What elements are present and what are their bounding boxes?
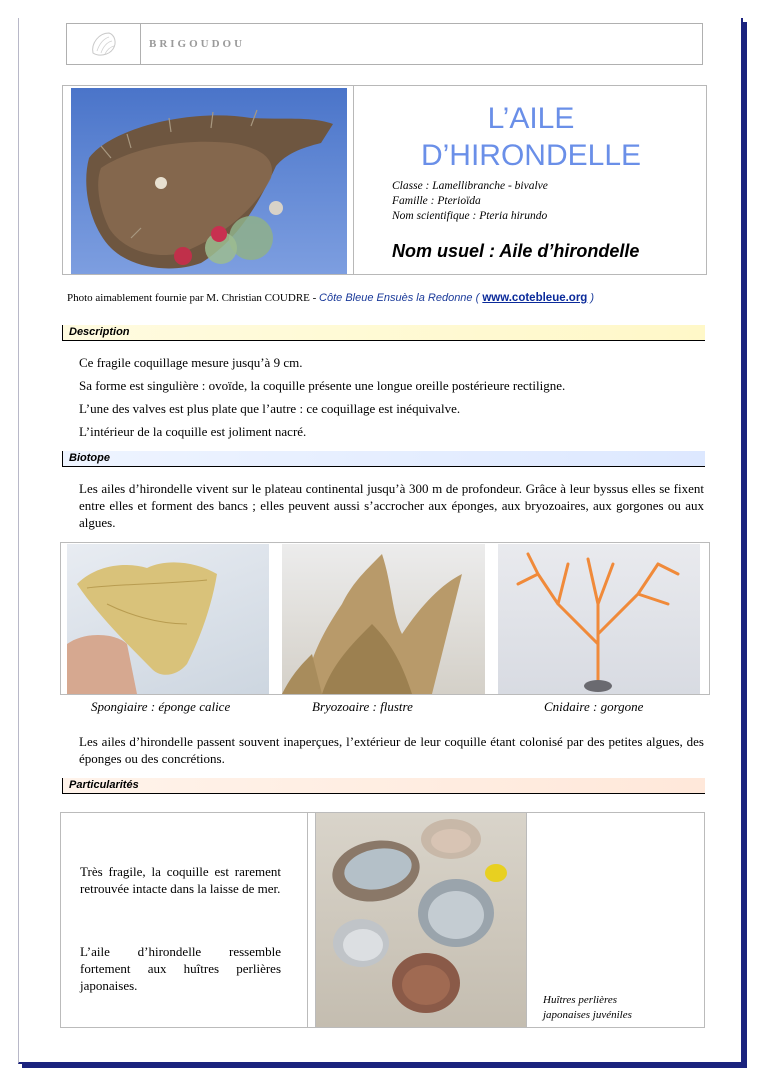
- biotope-paragraph-2: Les ailes d’hirondelle passent souvent inaperçues, l’extérieur de leur coquille étant colonisé par des petites algues, des éponges ou des concrétions.: [79, 734, 704, 766]
- credit-paren-open: (: [472, 292, 483, 304]
- description-paragraph: Ce fragile coquillage mesure jusqu’à 9 cm.: [79, 355, 303, 370]
- biotope-heading: Biotope: [62, 451, 705, 467]
- famille-text: Famille : Pterioïda: [392, 195, 481, 207]
- title-block: [62, 85, 707, 275]
- oyster-caption-line1: Huîtres perlières: [543, 994, 618, 1006]
- page-title-line2: D’HIRONDELLE: [420, 139, 642, 172]
- credit-text: Photo aimablement fournie par M. Christian COUDRE -: [67, 292, 320, 304]
- sponge-photo: [67, 544, 269, 694]
- credit-paren-close: ): [587, 292, 595, 304]
- cotebleue-link[interactable]: www.cotebleue.org: [482, 292, 588, 304]
- photo-credit: [67, 292, 594, 304]
- particularites-box: [60, 812, 705, 1028]
- description-paragraph: L’une des valves est plus plate que l’autre : ce coquillage est inéquivalve.: [79, 401, 461, 416]
- pearl-oysters-photo: [315, 813, 527, 1027]
- caption-bryozoan: Bryozoaire : flustre: [312, 699, 413, 714]
- brand-name: BRIGOUDOU: [149, 38, 246, 50]
- page-title-line1: L’AILE: [487, 102, 575, 135]
- particularite-text-2: L’aile d’hirondelle ressemble fortement aux huîtres perlières japonaises.: [80, 944, 281, 993]
- gorgonian-photo: [498, 544, 700, 694]
- shell-logo-icon: [87, 29, 121, 59]
- usual-name-text: Nom usuel : Aile d’hirondelle: [392, 241, 640, 261]
- header-bar: [66, 23, 703, 65]
- oyster-caption: [543, 993, 632, 1023]
- classe-text: Classe : Lamellibranche - bivalve: [392, 180, 548, 192]
- credit-place: Côte Bleue Ensuès la Redonne: [319, 292, 473, 304]
- title-text-panel: [353, 86, 708, 274]
- main-shell-photo: [71, 88, 347, 274]
- scientific-name-text: Nom scientifique : Pteria hirundo: [392, 210, 548, 222]
- description-paragraph: Sa forme est singulière : ovoïde, la coquille présente une longue oreille postérieure rectiligne.: [79, 378, 566, 393]
- description-paragraph: L’intérieur de la coquille est joliment nacré.: [79, 424, 307, 439]
- biotope-paragraph-1: Les ailes d’hirondelle vivent sur le plateau continental jusqu’à 300 m de profondeur. Grâce à leur byssus elles se fixent entre elles et forment des bancs ; elles peuvent aussi s’accrocher aux éponges, aux bryozoaires, aux gorgones ou aux algues.: [79, 481, 704, 530]
- particularites-heading: Particularités: [62, 778, 705, 794]
- biotope-photo-row: [60, 542, 710, 695]
- caption-sponge: Spongiaire : éponge calice: [91, 699, 231, 714]
- oyster-caption-line2: japonaises juvéniles: [543, 1009, 632, 1021]
- shell-encrusted-illustration: [71, 88, 347, 274]
- bryozoan-photo: [282, 544, 485, 694]
- description-heading: Description: [62, 325, 705, 341]
- particularite-text-1: Très fragile, la coquille est rarement retrouvée intacte dans la laisse de mer.: [80, 864, 281, 896]
- divider: [307, 813, 308, 1027]
- caption-gorgonian: Cnidaire : gorgone: [544, 699, 644, 714]
- logo-cell: [67, 24, 141, 64]
